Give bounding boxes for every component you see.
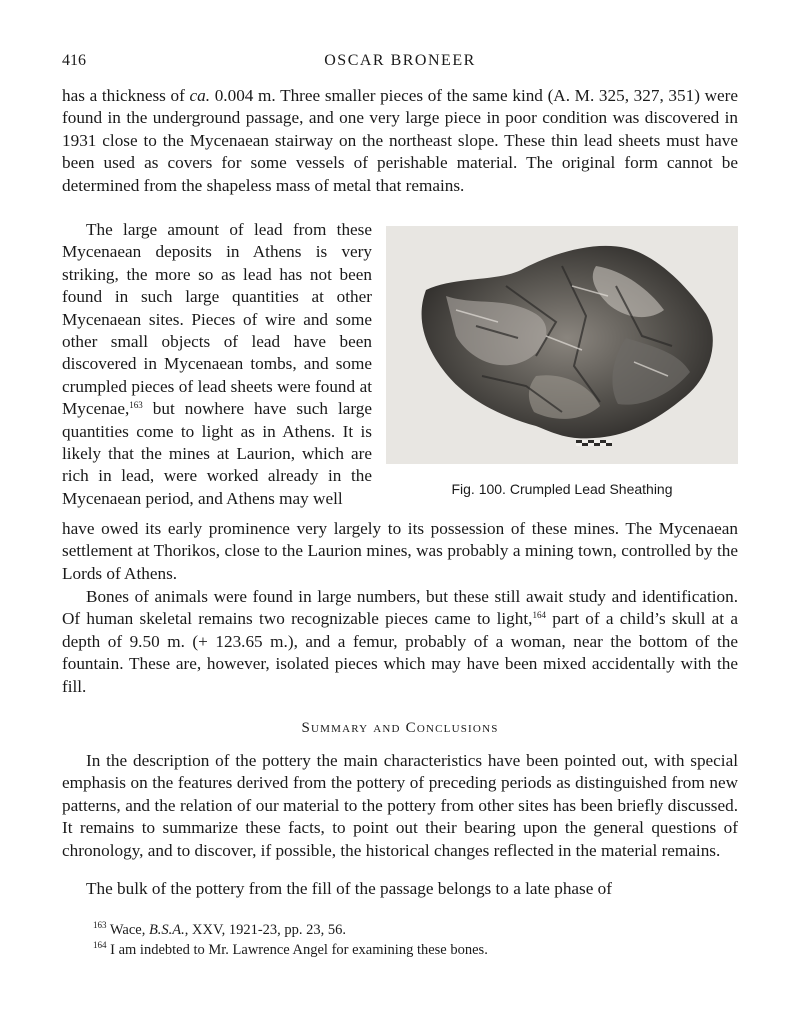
- footnote-text: I am indebted to Mr. Lawrence Angel for examining these bones.: [106, 942, 488, 958]
- paragraph-bulk-pottery: The bulk of the pottery from the fill of the passage belongs to a late phase of: [86, 879, 612, 898]
- text-run: but nowhere have such large quantities come to light as in Athens. It is likely that the mines at Laurion, which are rich in lead, were worked already in the Mycenaean period, and Athens may well: [62, 399, 372, 508]
- footnote-number: 163: [93, 920, 107, 930]
- text-run: part of a child’s skull at a depth of 9.50 m. (+ 123.65 m.), and a femur, probably of a woman, near the bottom of the fountain. These are, however, isolated pieces which may have been mixed accidentally with the fill.: [62, 609, 738, 696]
- running-head: [62, 52, 738, 72]
- italic-text: ca.: [189, 86, 211, 105]
- footnote-163: [93, 920, 738, 940]
- paragraph-summary: In the description of the pottery the main characteristics have been pointed out, with special emphasis on the features derived from the pottery of preceding periods as distinguished from new patterns, and the relation of our material to the pottery from other sites has been briefly discussed. It remains to summarize these facts, to point out their bearing upon the general questions of chronology, and to discover, if possible, the historical changes reflected in the material remains.: [62, 751, 738, 860]
- text-run: The large amount of lead from these Mycenaean deposits in Athens is very striking, the more so as lead has not been found in such large quantities at other Mycenaean sites. Pieces of wire and some other small objects of lead have been discovered in Mycenaean tombs, and some crumpled pieces of lead sheets were found at Mycenae,: [62, 220, 372, 419]
- paragraph-bones: [62, 586, 738, 698]
- footnote-number: 164: [93, 940, 107, 950]
- section-heading: Summary and Conclusions: [301, 720, 499, 736]
- figure-caption: Fig. 100. Crumpled Lead Sheathing: [451, 481, 673, 497]
- page-number: 416: [62, 52, 86, 69]
- text-run: Bones of animals were found in large numbers, but these still await study and identification. Of human skeletal remains two recognizable pieces came to light,: [62, 587, 738, 629]
- footnotes: [93, 920, 738, 960]
- footnote-ref-163[interactable]: 163: [129, 400, 143, 411]
- footnote-text: Wace,: [106, 922, 149, 938]
- paragraph-lead-thickness: [62, 85, 738, 197]
- footnote-164: [93, 940, 738, 960]
- footnote-text: , XXV, 1921-23, pp. 23, 56.: [184, 922, 347, 938]
- figure-plate: [386, 226, 738, 464]
- footnote-ref-164[interactable]: 164: [532, 610, 546, 621]
- running-title: OSCAR BRONEER: [324, 52, 476, 69]
- crumpled-lead-image: [386, 226, 738, 464]
- paragraph-lead-deposits-continued: have owed its early prominence very largely to its possession of these mines. The Mycenaean settlement at Thorikos, close to the Laurion mines, was probably a mining town, controlled by the Lords of Athens.: [62, 519, 738, 583]
- text-run: 0.004 m. Three smaller pieces of the same kind (A. M. 325, 327, 351) were found in the underground passage, and one very large piece in poor condition was discovered in 1931 close to the Mycenaean stairway on the northeast slope. These thin lead sheets must have been used as covers for some vessels of perishable material. The original form cannot be determined from the shapeless mass of metal that remains.: [62, 86, 738, 195]
- paragraph-lead-deposits: [62, 219, 372, 510]
- text-run: has a thickness of: [62, 86, 190, 105]
- italic-text: B.S.A.: [148, 922, 185, 938]
